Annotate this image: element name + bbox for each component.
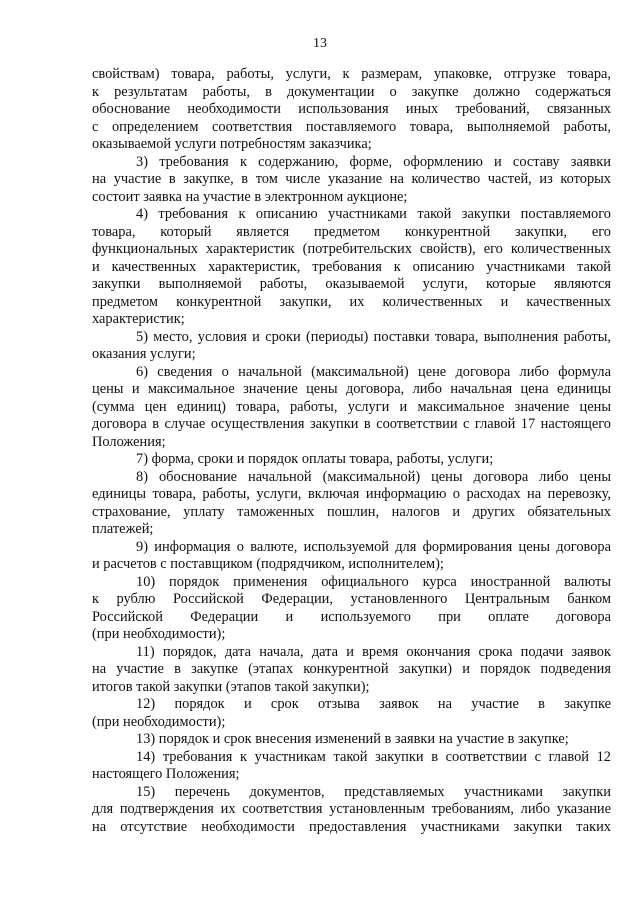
text-line: платежей; — [92, 521, 154, 537]
paragraph — [92, 574, 611, 644]
text-line: (при необходимости); — [92, 713, 226, 730]
text-line: 6) сведения о начальной (максимальной) цене договора либо формула — [136, 363, 611, 380]
paragraph — [92, 696, 611, 731]
text-line: единицы товара, работы, услуги, включая информацию о расходах на перевозку, — [92, 486, 611, 502]
paragraph — [92, 644, 611, 697]
text-line: 5) место, условия и сроки (периоды) поставки товара, выполнения работы, — [136, 328, 611, 345]
page-number: 13 — [313, 36, 327, 51]
text-line: и расчетов с поставщиком (подрядчиком, исполнителем); — [92, 556, 444, 572]
text-line: 3) требования к содержанию, форме, оформлению и составу заявки — [136, 153, 611, 170]
text-line: на отсутствие необходимости предоставления участниками закупки таких — [92, 818, 611, 835]
text-line: договора в случае осуществления закупки в соответствии с главой 17 настоящего — [92, 416, 611, 432]
text-line: с определением соответствия поставляемого товара, выполняемой работы, — [92, 118, 611, 135]
paragraph — [92, 329, 611, 364]
text-line: 8) обоснование начальной (максимальной) цены договора либо цены — [136, 468, 611, 485]
text-line: 12) порядок и срок отзыва заявок на участие в закупке — [136, 696, 611, 712]
text-line: (сумма цен единиц) товара, работы, услуги и максимальное значение цены — [92, 398, 611, 415]
text-line: 7) форма, сроки и порядок оплаты товара, работы, услуги; — [136, 451, 494, 467]
paragraph — [92, 469, 611, 539]
text-line: на участие в закупке (этапах конкурентной закупки) и порядок подведения — [92, 661, 611, 677]
paragraph — [92, 784, 611, 837]
text-line: предметом конкурентной закупки, их количественных и качественных — [92, 293, 611, 310]
text-line: для подтверждения их соответствия установленным требованиям, либо указание — [92, 801, 611, 817]
paragraph — [92, 154, 611, 207]
paragraph — [92, 66, 611, 154]
text-line: обоснование необходимости использования иных требований, связанных — [92, 101, 611, 117]
text-line: 13) порядок и срок внесения изменений в заявки на участие в закупке; — [136, 731, 569, 747]
text-line: страхование, уплату таможенных пошлин, налогов и других обязательных — [92, 503, 611, 520]
text-line: итогов такой закупки (этапов такой закупки); — [92, 678, 370, 695]
document-body — [92, 66, 611, 836]
text-line: оказания услуги; — [92, 346, 196, 362]
text-line: 4) требования к описанию участниками такой закупки поставляемого — [136, 206, 611, 222]
text-line: закупки выполняемой работы, оказываемой услуги, которые являются — [92, 276, 611, 292]
text-line: 14) требования к участникам такой закупки в соответствии с главой 12 — [136, 748, 611, 765]
text-line: 10) порядок применения официального курса иностранной валюты — [136, 573, 611, 590]
text-line: 9) информация о валюте, используемой для формирования цены договора — [136, 538, 611, 555]
paragraph — [92, 206, 611, 329]
text-line: Российской Федерации и используемого при оплате договора — [92, 608, 611, 625]
paragraph — [92, 451, 611, 469]
text-line: состоит заявка на участие в электронном аукционе; — [92, 188, 408, 205]
paragraph — [92, 539, 611, 574]
text-line: настоящего Положения; — [92, 766, 240, 782]
text-line: характеристик; — [92, 311, 185, 327]
text-line: свойствам) товара, работы, услуги, к размерам, упаковке, отгрузке товара, — [92, 66, 611, 82]
text-line: товара, который является предметом конкурентной закупки, его — [92, 223, 611, 240]
text-line: к рублю Российской Федерации, установленного Центральным банком — [92, 591, 611, 607]
text-line: к результатам работы, в документации о закупке должно содержаться — [92, 83, 611, 100]
text-line: Положения; — [92, 433, 166, 450]
text-line: 15) перечень документов, представляемых участниками закупки — [136, 783, 611, 800]
paragraph — [92, 749, 611, 784]
paragraph — [92, 731, 611, 749]
text-line: и качественных характеристик, требования к описанию участниками такой — [92, 258, 611, 275]
paragraph — [92, 364, 611, 452]
text-line: на участие в закупке, в том числе указание на количество частей, из которых — [92, 171, 611, 187]
text-line: функциональных характеристик (потребительских свойств), его количественных — [92, 241, 611, 257]
text-line: оказываемой услуги потребностям заказчика; — [92, 136, 372, 152]
text-line: (при необходимости); — [92, 626, 226, 642]
text-line: цены и максимальное значение цены договора, либо начальная цена единицы — [92, 381, 611, 397]
text-line: 11) порядок, дата начала, дата и время окончания срока подачи заявок — [136, 643, 611, 660]
